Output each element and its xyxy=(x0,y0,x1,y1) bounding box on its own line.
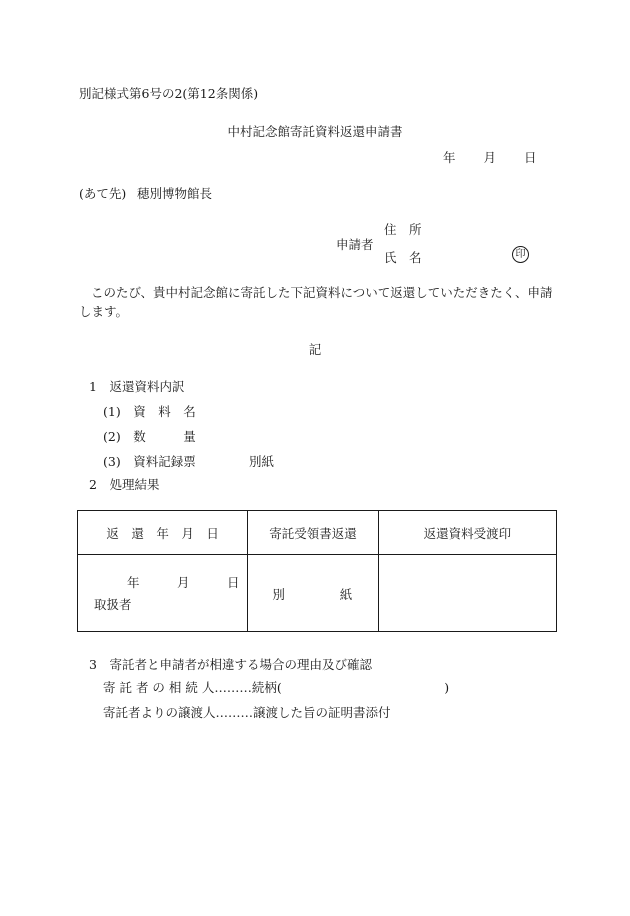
handler-label: 取扱者 xyxy=(94,597,132,612)
address-label: 住 所 xyxy=(384,222,422,237)
date-month: 月 xyxy=(483,150,497,165)
date-line xyxy=(443,148,537,166)
applicant-label: 申請者 xyxy=(336,237,374,252)
ki-heading: 記 xyxy=(308,342,322,357)
item3-value: 別紙 xyxy=(249,454,275,469)
date-year: 年 xyxy=(443,150,456,165)
name-label: 氏 名 xyxy=(384,250,422,265)
separate-sheet-text xyxy=(272,585,352,603)
header-handover-seal: 返還資料受渡印 xyxy=(378,511,556,555)
transferee-note: 寄託者よりの譲渡人………譲渡した旨の証明書添付 xyxy=(103,705,391,720)
addressee-name: 穂別博物館長 xyxy=(137,186,213,201)
item-number: (2) xyxy=(103,429,121,444)
separate-b: 紙 xyxy=(339,587,353,602)
list-item xyxy=(103,452,196,470)
table-header-row xyxy=(78,511,557,555)
section1-heading: 1 返還資料内訳 xyxy=(89,379,185,394)
body-paragraph: このたび、貴中村記念館に寄託した下記資料について返還していただきたく、申請します。 xyxy=(79,285,553,319)
section2-heading: 2 処理結果 xyxy=(89,477,160,492)
item-label: 資料記録票 xyxy=(133,454,196,469)
addressee-prefix: (あて先) xyxy=(79,186,127,201)
separate-a: 別 xyxy=(272,587,285,602)
handover-seal-cell xyxy=(378,555,556,632)
date-day: 日 xyxy=(524,150,537,165)
seal-mark: 印 xyxy=(512,246,529,263)
date-cell-text: 年 月 日 xyxy=(127,575,240,590)
table-row xyxy=(78,555,557,632)
header-receipt-return: 寄託受領書返還 xyxy=(248,511,378,555)
header-return-date: 返 還 年 月 日 xyxy=(78,511,248,555)
item-label: 数 量 xyxy=(133,429,196,444)
item-number: (3) xyxy=(103,454,121,469)
section3-heading: 3 寄託者と申請者が相違する場合の理由及び確認 xyxy=(89,657,372,672)
receipt-return-cell xyxy=(248,555,378,632)
list-item xyxy=(103,402,196,420)
result-table xyxy=(77,510,557,632)
form-label: 別記様式第6号の2(第12条関係) xyxy=(79,86,259,101)
item-number: (1) xyxy=(103,404,121,419)
document-title: 中村記念館寄託資料返還申請書 xyxy=(227,124,403,139)
list-item xyxy=(103,427,196,445)
heir-note: 寄 託 者 の 相 続 人………続柄( ) xyxy=(103,680,450,695)
item-label: 資 料 名 xyxy=(133,404,196,419)
return-date-cell xyxy=(78,555,248,632)
